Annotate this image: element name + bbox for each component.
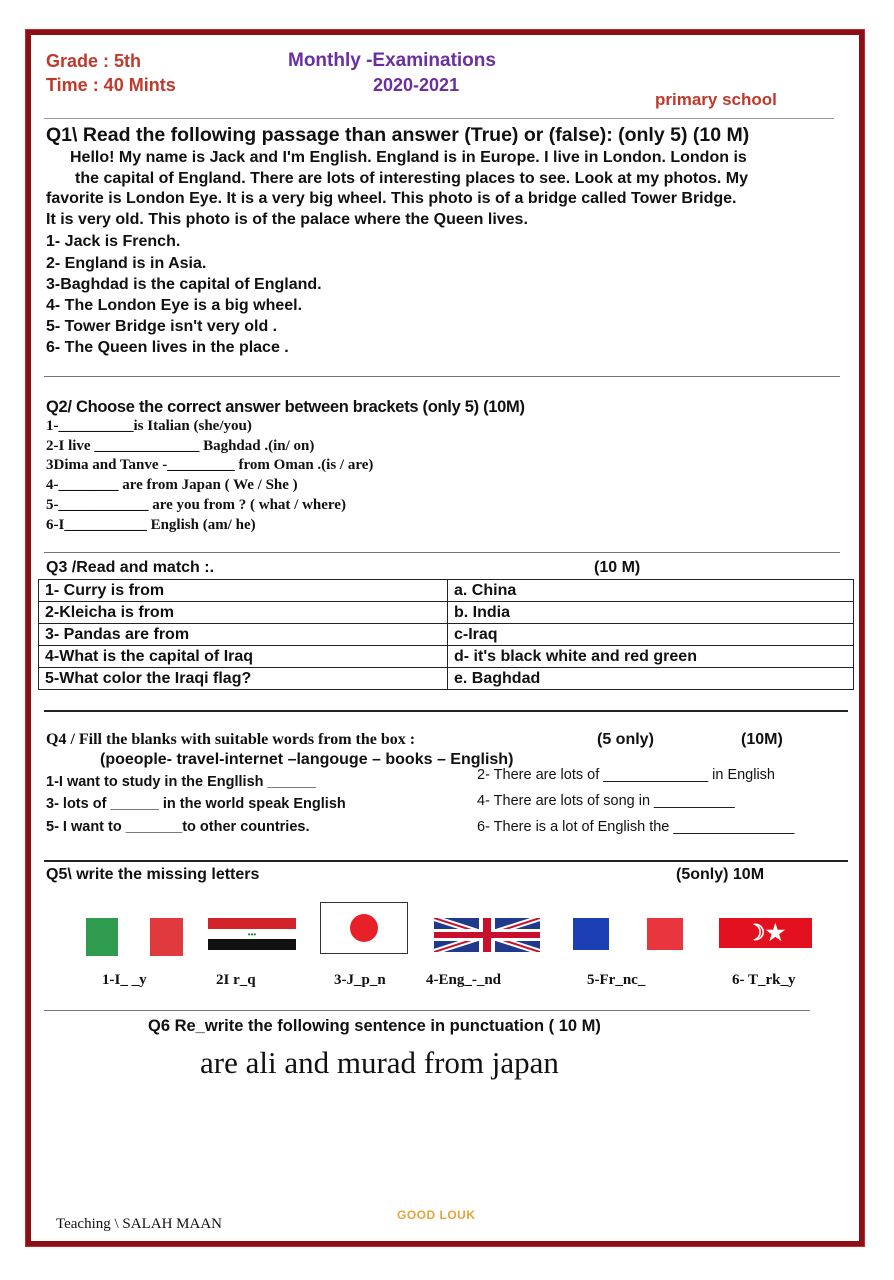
- match-left: 2-Kleicha is from: [39, 602, 448, 624]
- q2-item: 2-I live ______________ Baghdad .(in/ on): [46, 438, 315, 454]
- france-flag-red-icon: [647, 918, 683, 950]
- q2-title: Q2/ Choose the correct answer between brackets (only 5) (10M): [46, 398, 525, 416]
- stamp-logo: GOOD LOUK: [397, 1208, 476, 1222]
- japan-flag-icon: [320, 902, 408, 954]
- table-row: [39, 646, 854, 668]
- q1-passage-line: Hello! My name is Jack and I'm English. England is in Europe. I live in London. London is: [70, 149, 747, 166]
- word-box: (poeople- travel-internet –langouge – books – English): [100, 751, 514, 768]
- turkey-flag-icon: ☽★: [719, 918, 812, 948]
- q1-title: Q1\ Read the following passage than answer (True) or (false): (only 5) (10 M): [46, 124, 750, 146]
- q5-marks: (5only) 10M: [676, 866, 765, 883]
- match-right: e. Baghdad: [448, 668, 854, 690]
- table-row: [39, 580, 854, 602]
- q2-item: 3Dima and Tanve -_________ from Oman .(is / are): [46, 457, 374, 473]
- table-row: [39, 668, 854, 690]
- q4-item: 3- lots of ______ in the world speak English: [46, 796, 346, 812]
- match-right: b. India: [448, 602, 854, 624]
- q5-title: Q5\ write the missing letters: [46, 866, 260, 883]
- q1-item: 6- The Queen lives in the place .: [46, 339, 289, 356]
- q1-item: 5- Tower Bridge isn't very old .: [46, 318, 278, 335]
- q3-title: Q3 /Read and match :.: [46, 559, 215, 576]
- teacher-name: Teaching \ SALAH MAAN: [56, 1216, 223, 1232]
- divider: [44, 1010, 810, 1011]
- france-flag-blue-icon: [573, 918, 609, 950]
- q1-passage-line: the capital of England. There are lots of interesting places to see. Look at my photos. My: [75, 170, 749, 187]
- q4-only: (5 only): [597, 731, 654, 748]
- q2-item: 1-__________is Italian (she/you): [46, 418, 252, 434]
- match-left: 5-What color the Iraqi flag?: [39, 668, 448, 690]
- match-right: a. China: [448, 580, 854, 602]
- table-row: [39, 624, 854, 646]
- q4-item: 4- There are lots of song in __________: [477, 793, 735, 809]
- italy-flag-icon: [86, 918, 118, 956]
- q1-item: 2- England is in Asia.: [46, 255, 207, 272]
- exam-title: Monthly -Examinations: [288, 50, 496, 71]
- divider: [44, 376, 840, 377]
- match-right: d- it's black white and red green: [448, 646, 854, 668]
- q4-marks: (10M): [741, 731, 783, 748]
- match-table: [38, 579, 854, 690]
- q5-word: 3-J_p_n: [334, 972, 386, 988]
- q6-sentence: are ali and murad from japan: [200, 1045, 559, 1080]
- q4-item: 5- I want to _______to other countries.: [46, 819, 310, 835]
- q2-item: 5-____________ are you from ? ( what / where): [46, 497, 346, 513]
- divider: [44, 710, 848, 712]
- q4-item: 1-I want to study in the Engllish ______: [46, 774, 316, 790]
- q5-word: 4-Eng_-_nd: [426, 972, 502, 988]
- q4-item: 6- There is a lot of English the _______________: [477, 819, 795, 835]
- uk-flag-icon: [434, 918, 540, 952]
- q5-word: 2I r_q: [216, 972, 256, 988]
- divider: [44, 860, 848, 862]
- q1-item: 3-Baghdad is the capital of England.: [46, 276, 322, 293]
- q1-item: 4- The London Eye is a big wheel.: [46, 297, 303, 314]
- q4-title: Q4 / Fill the blanks with suitable words from the box :: [46, 731, 416, 748]
- match-left: 1- Curry is from: [39, 580, 448, 602]
- q1-passage-line: favorite is London Eye. It is a very big wheel. This photo is of a bridge called Tower Bridge.: [46, 190, 737, 207]
- divider: [44, 552, 840, 553]
- exam-year: 2020-2021: [373, 75, 460, 95]
- divider: [44, 118, 834, 119]
- iraq-flag-icon: •••: [208, 918, 296, 950]
- grade-label: Grade : 5th: [46, 51, 142, 71]
- table-row: [39, 602, 854, 624]
- q3-marks: (10 M): [594, 559, 641, 576]
- match-left: 3- Pandas are from: [39, 624, 448, 646]
- q1-passage-line: It is very old. This photo is of the palace where the Queen lives.: [46, 211, 528, 228]
- q4-item: 2- There are lots of _____________ in English: [477, 767, 776, 783]
- italy-flag-red-icon: [150, 918, 183, 956]
- time-label: Time : 40 Mints: [46, 75, 176, 95]
- q1-item: 1- Jack is French.: [46, 233, 181, 250]
- q5-word: 6- T_rk_y: [732, 972, 796, 988]
- q6-title: Q6 Re_write the following sentence in punctuation ( 10 M): [148, 1017, 601, 1035]
- q5-word: 5-Fr_nc_: [587, 972, 646, 988]
- q5-word: 1-I_ _y: [102, 972, 147, 988]
- school-label: primary school: [655, 90, 777, 109]
- match-left: 4-What is the capital of Iraq: [39, 646, 448, 668]
- q2-item: 6-I___________ English (am/ he): [46, 517, 256, 533]
- match-right: c-Iraq: [448, 624, 854, 646]
- q2-item: 4-________ are from Japan ( We / She ): [46, 477, 298, 493]
